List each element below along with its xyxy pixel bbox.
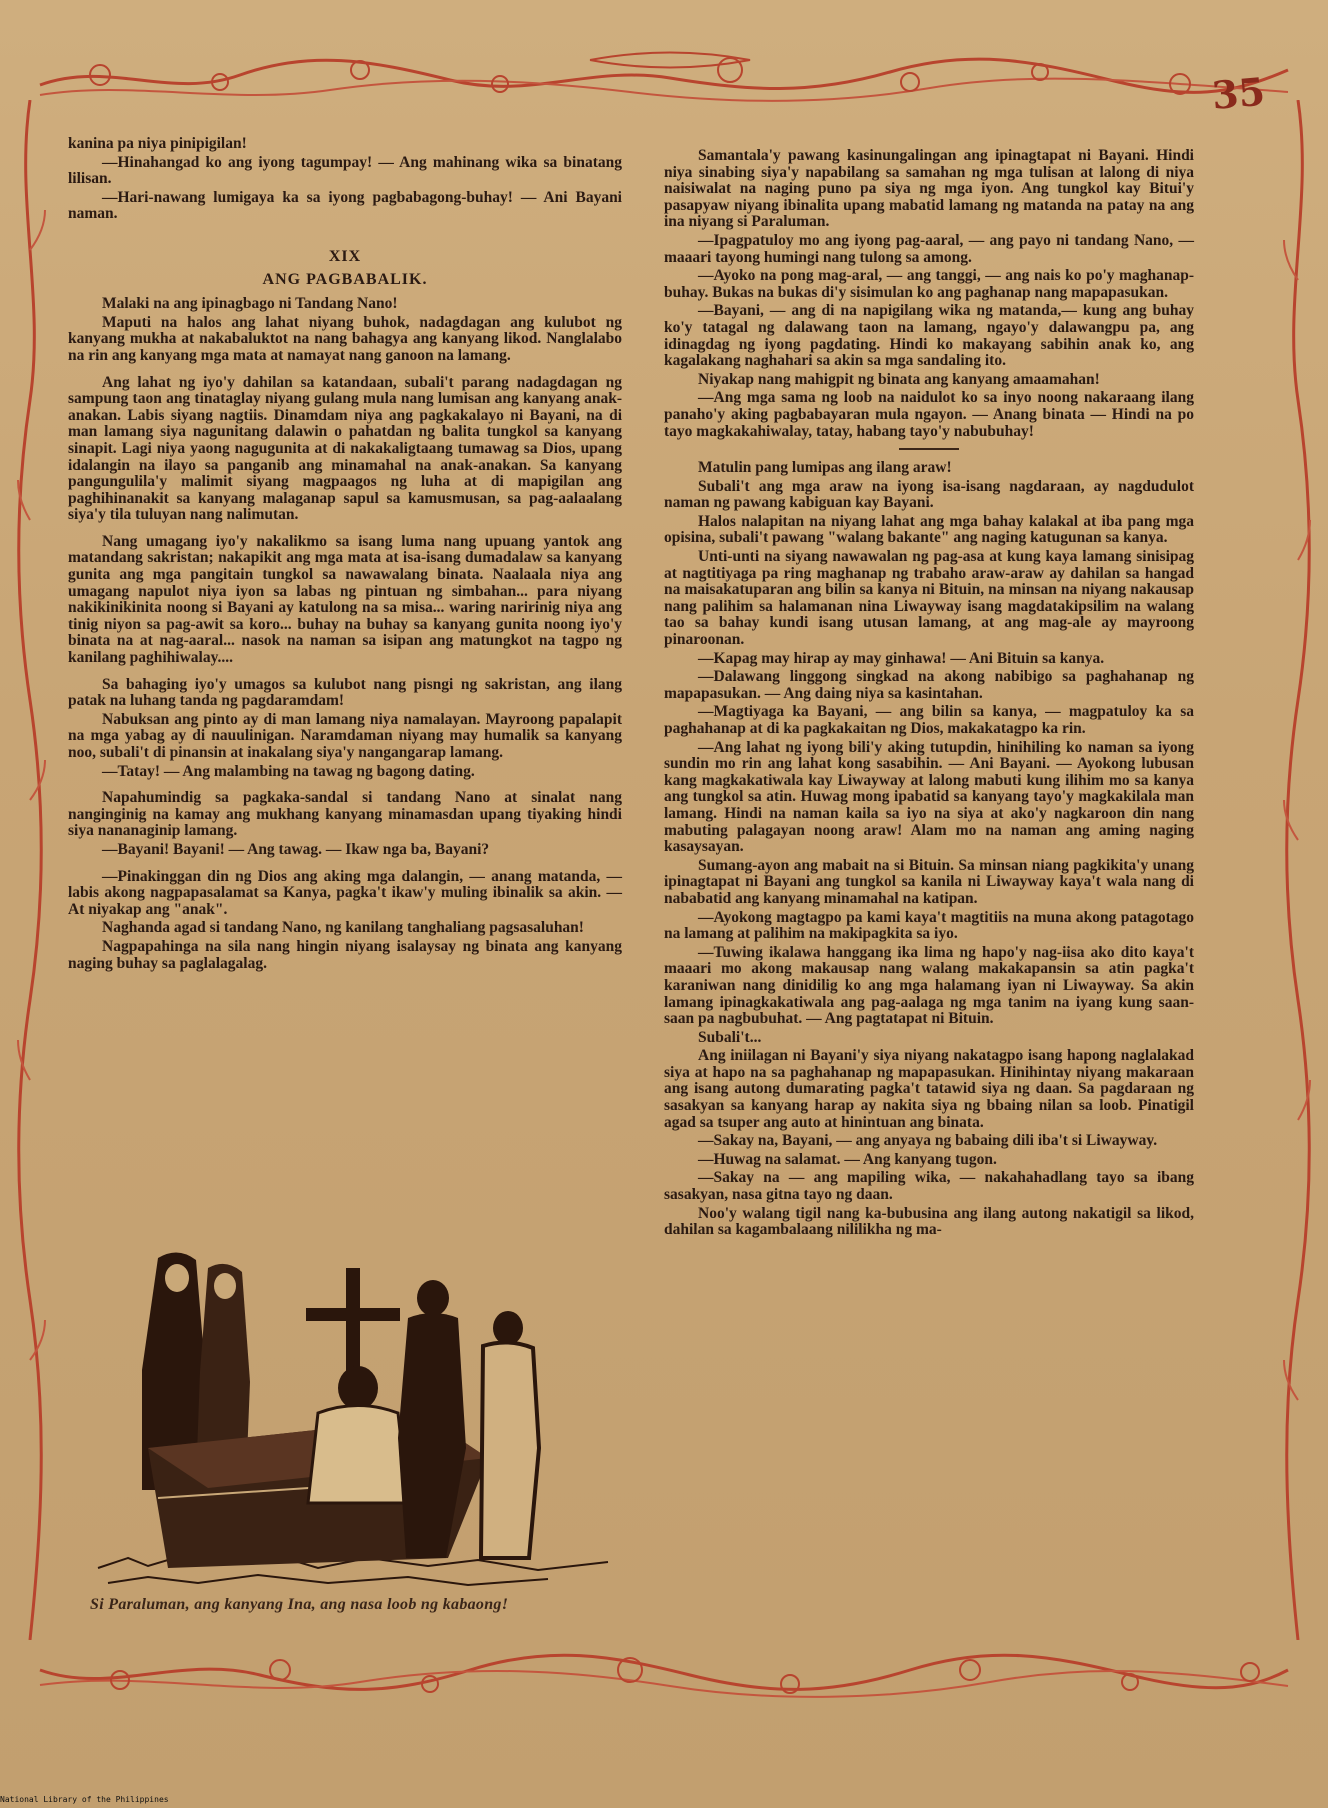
ornamental-border-bottom bbox=[30, 1640, 1298, 1710]
paragraph: —Bayani, — ang di na napigilang wika ng matanda,— kung ang buhay ko'y tatagal ng dalawang taon na lamang, ngayo'y dalawangpu pa, ang idinagdag ng iyong pagdating. Hindi ko makayang sabihin anak ko, ang kagalakang naghahari sa akin sa mga sandaling ito. bbox=[664, 302, 1194, 370]
paragraph: —Ayoko na pong mag-aral, — ang tanggi, — ang nais ko po'y maghanap-buhay. Bukas na bukas di'y sisimulan ko ang paghanap nang mapapasukan. bbox=[664, 267, 1194, 301]
paragraph: Ang iniilagan ni Bayani'y siya niyang nakatagpo isang hapong naglalakad siya at hapo na sa paghahanap ng mapapasukan. Hinihintay niyang makaraan ang isang autong dumarating pagka't tatawid siya ng daan. Sa pagdaraan ng sasakyan sa kanyang harap ay nakita siya ng bbaing nilan sa loob. Pinatigil agad sa tsuper ang auto at hinintuan ang binata. bbox=[664, 1047, 1194, 1131]
paragraph: Maputi na halos ang lahat niyang buhok, nadagdagan ang kulubot ng kanyang mukha at nakabaluktot na nang bahagya ang kanyang likod. Nanglalabo na rin ang kanyang mga mata at namayat nang ganoon na lamang. bbox=[68, 313, 622, 364]
paragraph: Ang lahat ng iyo'y dahilan sa katandaan, subali't parang nadagdagan ng sampung taon ang tinataglay niyang gulang mula nang lumisan ang kanyang anak-anakan. Labis siyang nagtiis. Dinamdam niya ang pagkakalayo ni Bayani, na di man lamang siya nagunitang dalawin o pahatdan ng balita tungkol sa kanyang sinapit. Lagi niya yaong nagugunita at di nakakaligtaang tumawag sa Dios, upang idalangin na ilayo sa panganib ang minamahal na anak-anakan. Sa kanyang pangungulila'y malimit siyang magpaagos ng luha at di mapigilan ang paghihinanakit sa kanyang malaganap sapul sa kamusmusan, sa pag-aalaalang siya'y tila tuluyan nang nalimutan. bbox=[68, 373, 622, 524]
paragraph: Napahumindig sa pagkaka-sandal si tandang Nano at sinalat nang nanginginig na kamay ang mukhang kanyang minamasdan upang tiyaking hindi siya nananaginip lamang. bbox=[68, 789, 622, 840]
illustration-caption: Si Paraluman, ang kanyang Ina, ang nasa loob ng kabaong! bbox=[90, 1596, 509, 1613]
paragraph: Subali't... bbox=[698, 1028, 762, 1046]
library-credit: National Library of the Philippines bbox=[0, 1795, 169, 1804]
paragraph: —Ang mga sama ng loob na naidulot ko sa inyo noong nakaraang ilang panaho'y aking pagbabayaran mula ngayon. — Anang binata — Hindi na po tayo magkakahiwalay, tatay, habang tayo'y nabubuhay! bbox=[664, 389, 1194, 440]
chapter-title: ANG PAGBABALIK. bbox=[262, 270, 428, 288]
ornamental-border-left bbox=[10, 100, 50, 1640]
paragraph: kanina pa niya pinipigilan! bbox=[68, 135, 247, 152]
paragraph: —Hari-nawang lumigaya ka sa iyong pagbabagong-buhay! — Ani Bayani naman. bbox=[68, 188, 622, 223]
paragraph: —Ipagpatuloy mo ang iyong pag-aaral, — ang payo ni tandang Nano, — maaari tayong humingi nang tulong sa among. bbox=[664, 231, 1194, 266]
paragraph: Nang umagang iyo'y nakalikmo sa isang luma nang upuang yantok ang matandang sakristan; nakapikit ang mga mata at isa-isang dumadalaw sa kanyang gunita ang mga pangitain tungkol sa nawawalang binata. Naalaala niya ang umagang napulot niya iyon sa labas ng pintuan ng simbahan... para niyang nakikinikinita noong si Bayani ay katulong na sa misa... waring naririnig niya ang tinig niyon sa pag-awit sa koro... buhay na buhay sa kanyang gunita noong iyo'y binata na at nag-aaral... nasok na naman sa isipan ang matungkot na tagpo ng kanilang paghihiwalay.... bbox=[68, 532, 622, 667]
paragraph: Naghanda agad si tandang Nano, ng kanilang tanghaliang pagsasaluhan! bbox=[102, 919, 584, 937]
paragraph: Sa bahaging iyo'y umagos sa kulubot nang pisngi ng sakristan, ang ilang patak na luhang tanda ng pagdaramdam! bbox=[68, 675, 622, 710]
paragraph: Unti-unti na siyang nawawalan ng pag-asa at kung kaya lamang sinisipag at nagtitiyaga pa ring maghanap ng trabaho araw-araw ay dahilan sa hangad na maisakatuparan ang bilin sa kanya ni Bituin, na minsan na niyang nakausap nang palihim sa halamanan nina Liwayway isang magdatakipsilim na walang tao sa bahay kundi isang utusan lamang, at ang mag-ale ay mayroong pinaroonan. bbox=[664, 548, 1194, 649]
paragraph: —Tatay! — Ang malambing na tawag ng bagong dating. bbox=[102, 762, 475, 780]
paragraph: —Huwag na salamat. — Ang kanyang tugon. bbox=[698, 1150, 997, 1168]
paragraph: Matulin pang lumipas ang ilang araw! bbox=[698, 459, 952, 477]
paragraph: —Magtiyaga ka Bayani, — ang bilin sa kanya, — magpatuloy ka sa paghahanap at di ka pagkakaitan ng Dios, makakatagpo ka rin. bbox=[664, 703, 1194, 737]
paragraph: Nagpapahinga na sila nang hingin niyang isalaysay ng binata ang kanyang naging buhay sa paglalagalag. bbox=[68, 937, 622, 972]
paragraph: Halos nalapitan na niyang lahat ang mga bahay kalakal at iba pang mga opisina, subali't pawang "walang bakante" ang naging katugunan sa kanya. bbox=[664, 512, 1194, 547]
paragraph: —Ang lahat ng iyong bili'y aking tutupdin, hinihiling ko naman sa iyong sundin mo rin ang lahat kong sasabihin. — Ani Bayani. — Ayokong lubusan kang magkakatiwala kay Liwayway at lalong mabuti kung ilihim mo sa kanya ang tungkol sa atin. Huwag mong ipabatid sa kanyang tayo'y magkakilala man lamang. Hindi na naman kaila sa iyo na siya at ako'y nagkaroon din nang mabuting palagayan noong araw! Alam mo na naman ang aming naging kasaysayan. bbox=[664, 738, 1194, 856]
paragraph: Niyakap nang mahigpit ng binata ang kanyang amaamahan! bbox=[698, 370, 1100, 388]
paragraph: —Bayani! Bayani! — Ang tawag. — Ikaw nga ba, Bayani? bbox=[102, 840, 490, 858]
paragraph: Samantala'y pawang kasinungalingan ang ipinagtapat ni Bayani. Hindi niya sinabing siya'y napabilang sa samahan ng mga tulisan at lalong di niya naisiwalat na naging puno pa siya ng mga iyon. Ang tungkol kay Bitui'y pasapyaw niyang ibinalita upang mabatid lamang ng matanda na patay na ang ina niyang si Paraluman. bbox=[664, 147, 1194, 231]
paragraph: —Pinakinggan din ng Dios ang aking mga dalangin, — anang matanda, — labis akong nagpapasalamat sa Kanya, pagka't ikaw'y muling ibinalik sa akin. — At niyakap ang "anak". bbox=[68, 867, 622, 918]
paragraph: —Ayokong magtagpo pa kami kaya't magtitiis na muna akong patagotago na lamang at palihim na makipagkita sa iyo. bbox=[664, 908, 1194, 943]
paragraph: —Dalawang linggong singkad na akong nabibigo sa paghahanap ng mapapasukan. — Ang daing niya sa kasintahan. bbox=[664, 668, 1194, 702]
paragraph: Sumang-ayon ang mabait na si Bituin. Sa minsan niang pagkikita'y unang ipinagtapat ni Bayani ang tungkol sa kanila ni Liwayway kaya't wala nang di nababatid ang kanyang minamahal na katipan. bbox=[664, 856, 1194, 907]
page-number: 35 bbox=[1210, 68, 1267, 118]
right-column bbox=[664, 148, 1194, 1241]
paragraph: Subali't ang mga araw na iyong isa-isang nagdaraan, ay nagdudulot naman ng pawang kabiguan kay Bayani. bbox=[664, 477, 1194, 512]
paragraph: Nabuksan ang pinto ay di man lamang niya namalayan. Mayroong papalapit na mga yabag ay di nauulinigan. Naramdaman niyang may humalik sa kanyang noo, subali't di pinansin at inakalang siya'y nangangarap lamang. bbox=[68, 710, 622, 761]
ornamental-border-top bbox=[30, 40, 1298, 110]
chapter-number: XIX bbox=[328, 247, 362, 265]
paragraph: —Hinahangad ko ang iyong tagumpay! — Ang mahinang wika sa binatang lilisan. bbox=[68, 153, 622, 188]
ornamental-border-right bbox=[1278, 100, 1318, 1640]
paragraph: —Sakay na — ang mapiling wika, — nakahahadlang tayo sa ibang sasakyan, nasa gitna tayo ng daan. bbox=[664, 1169, 1194, 1204]
paragraph: Malaki na ang ipinagbago ni Tandang Nano! bbox=[102, 295, 398, 313]
paragraph: —Kapag may hirap ay may ginhawa! — Ani Bituin sa kanya. bbox=[698, 649, 1105, 667]
paragraph: Noo'y walang tigil nang ka-bubusina ang ilang autong nakatigil sa likod, dahilan sa kagambalaang nililikha ng ma- bbox=[664, 1204, 1194, 1239]
funeral-illustration bbox=[88, 1238, 618, 1590]
left-column bbox=[68, 136, 622, 974]
section-divider bbox=[899, 448, 959, 450]
paragraph: —Sakay na, Bayani, — ang anyaya ng babaing dili iba't si Liwayway. bbox=[698, 1132, 1158, 1150]
paragraph: —Tuwing ikalawa hanggang ika lima ng hapo'y nag-iisa ako dito kaya't maaari mo akong makausap nang walang makakapansin sa atin pagka't karaniwan nang dinidilig ko ang mga halamang iyan ni Liwayway. Sa akin lamang ipinagkakatiwala ang pag-aalaga ng mga tanim na iyang kung saan-saan pa nagbubuhat. — Ang pagtatapat ni Bituin. bbox=[664, 943, 1194, 1028]
